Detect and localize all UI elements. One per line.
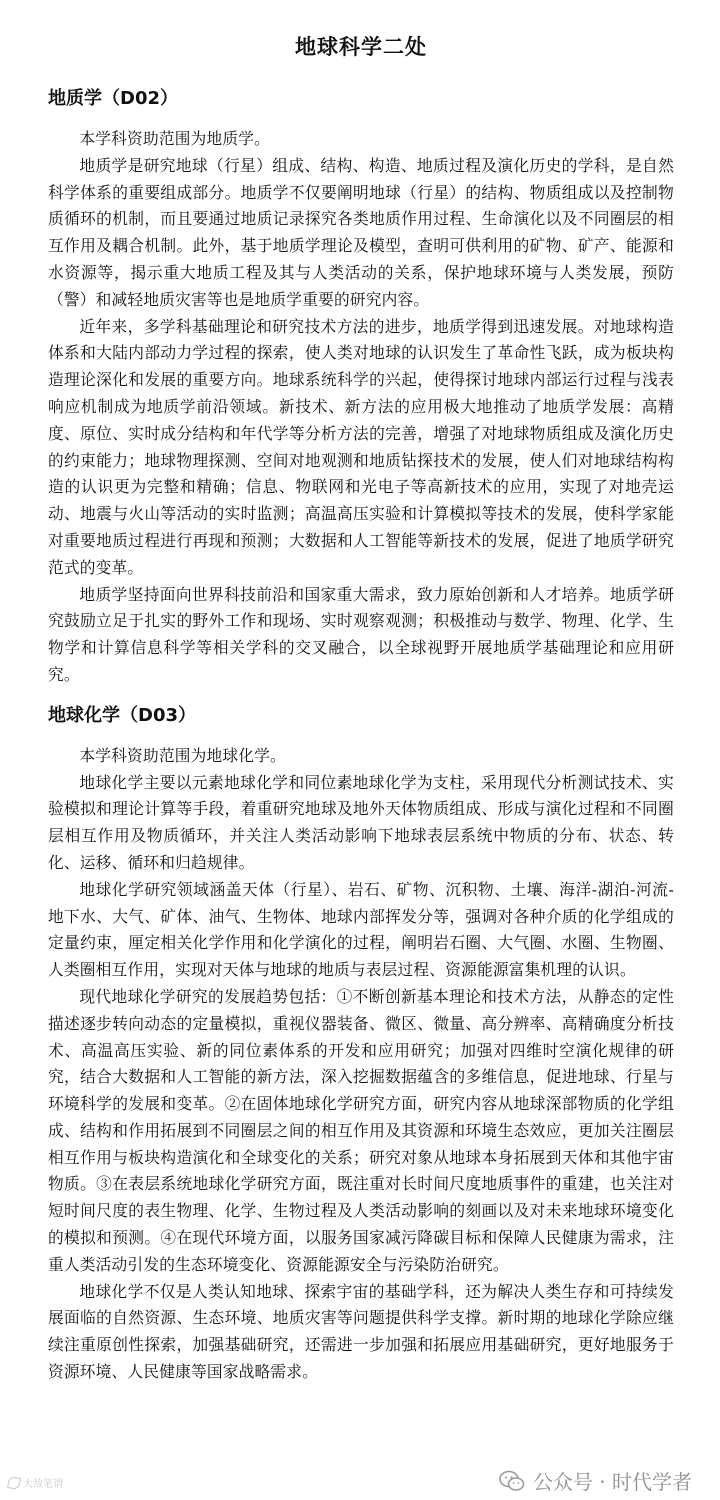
watermark-footer	[0, 1462, 720, 1500]
section-heading: 地球化学（D03）	[48, 704, 196, 726]
paragraph: 近年来，多学科基础理论和研究技术方法的进步，地质学得到迅速发展。对地球构造体系和大陆内部动力学过程的探索，使人类对地球的认识发生了革命性飞跃，成为板块构造理论深化和发展的重要方向。地球系统科学的兴起，使得探讨地球内部运行过程与浅表响应机制成为地质学前沿领域。新技术、新方法的应用极大地推动了地质学发展：高精度、原位、实时成分结构和年代学等分析方法的完善，增强了对地球物质组成及演化历史的约束能力；地球物理探测、空间对地观测和地质钻探技术的发展，使人们对地球结构构造的认识更为完整和精确；信息、物联网和光电子等高新技术的应用，实现了对地壳运动、地震与火山等活动的实时监测；高温高压实验和计算模拟等技术的发展，使科学家能对重要地质过程进行再现和预测；大数据和人工智能等新技术的发展，促进了地质学研究范式的变革。	[48, 316, 674, 577]
section-heading: 地质学（D02）	[48, 88, 178, 109]
section-geochemistry	[48, 703, 674, 1386]
paragraph: 地球化学主要以元素地球化学和同位素地球化学为支柱，采用现代分析测试技术、实验模拟和理论计算等手段，着重研究地球及地外天体物质组成、形成与演化过程和不同圈层相互作用及物质循环，并关注人类活动影响下地球表层系统中物质的分布、状态、转化、运移、循环和归趋规律。	[48, 772, 674, 872]
paragraph: 现代地球化学研究的发展趋势包括：①不断创新基本理论和技术方法，从静态的定性描述逐步转向动态的定量模拟，重视仪器装备、微区、微量、高分辨率、高精确度分析技术、高温高压实验、新的同位素体系的开发和应用研究；加强对四维时空演化规律的研究，结合大数据和人工智能的新方法，深入挖掘数据蕴含的多维信息，促进地球、行星与环境科学的发展和变革。②在固体地球化学研究方面，研究内容从地球深部物质的化学组成、结构和作用拓展到不同圈层之间的相互作用及其资源和环境生态效应，更加关注圈层相互作用与板块构造演化和全球变化的关系；研究对象从地球本身拓展到天体和其他宇宙物质。③在表层系统地球化学研究方面，既注重对长时间尺度地质事件的重建，也关注对短时间尺度的表生物理、化学、生物过程及人类活动影响的刻画以及对未来地球环境变化的模拟和预测。④在现代环境方面，以服务国家减污降碳目标和保障人民健康为需求，注重人类活动引发的生态环境变化、资源能源安全与污染防治研究。	[48, 986, 674, 1274]
leaf-icon	[7, 1476, 21, 1490]
account-watermark-text: 公众号 · 时代学者	[532, 1470, 692, 1494]
paragraph: 本学科资助范围为地质学。	[79, 129, 271, 148]
paragraph: 地球化学不仅是人类认知地球、探索宇宙的基础学科，还为解决人类生存和可持续发展面临的自然资源、生态环境、地质灾害等问题提供科学支撑。新时期的地球化学除应继续注重原创性探索，加强基础研究，还需进一步加强和拓展应用基础研究，更好地服务于资源环境、人民健康等国家战略需求。	[48, 1281, 674, 1382]
source-watermark	[8, 1475, 63, 1490]
section-geology	[48, 86, 674, 689]
wechat-icon	[499, 1470, 525, 1492]
source-watermark-text: 大敌笔谓	[23, 1479, 63, 1490]
paragraph: 本学科资助范围为地球化学。	[79, 745, 286, 765]
paragraph: 地球化学研究领域涵盖天体（行星）、岩石、矿物、沉积物、土壤、海洋-湖泊-河流-地下水、大气、矿体、油气、生物体、地球内部挥发分等，强调对各种介质的化学组成的定量约束，厘定相关化学作用和化学演化的过程，阐明岩石圈、大气圈、水圈、生物圈、人类圈相互作用，实现对天体与地球的地质与表层过程、资源能源富集机理的认识。	[48, 879, 674, 980]
paragraph: 地质学坚持面向世界科技前沿和国家重大需求，致力原始创新和人才培养。地质学研究鼓励立足于扎实的野外工作和现场、实时观察观测；积极推动与数学、物理、化学、生物学和计算信息科学等相关学科的交叉融合，以全球视野开展地质学基础理论和应用研究。	[48, 584, 674, 684]
page-title: 地球科学二处	[295, 35, 427, 59]
account-watermark	[499, 1466, 692, 1495]
paragraph: 地质学是研究地球（行星）组成、结构、构造、地质过程及演化历史的学科，是自然科学体系的重要组成部分。地质学不仅要阐明地球（行星）的结构、物质组成以及控制物质循环的机制，而且要通过地质记录探究各类地质作用过程、生命演化以及不同圈层的相互作用及耦合机制。此外，基于地质学理论及模型，查明可供利用的矿物、矿产、能源和水资源等，揭示重大地质工程及其与人类活动的关系，保护地球环境与人类发展，预防（警）和减轻地质灾害等也是地质学重要的研究内容。	[48, 155, 674, 309]
